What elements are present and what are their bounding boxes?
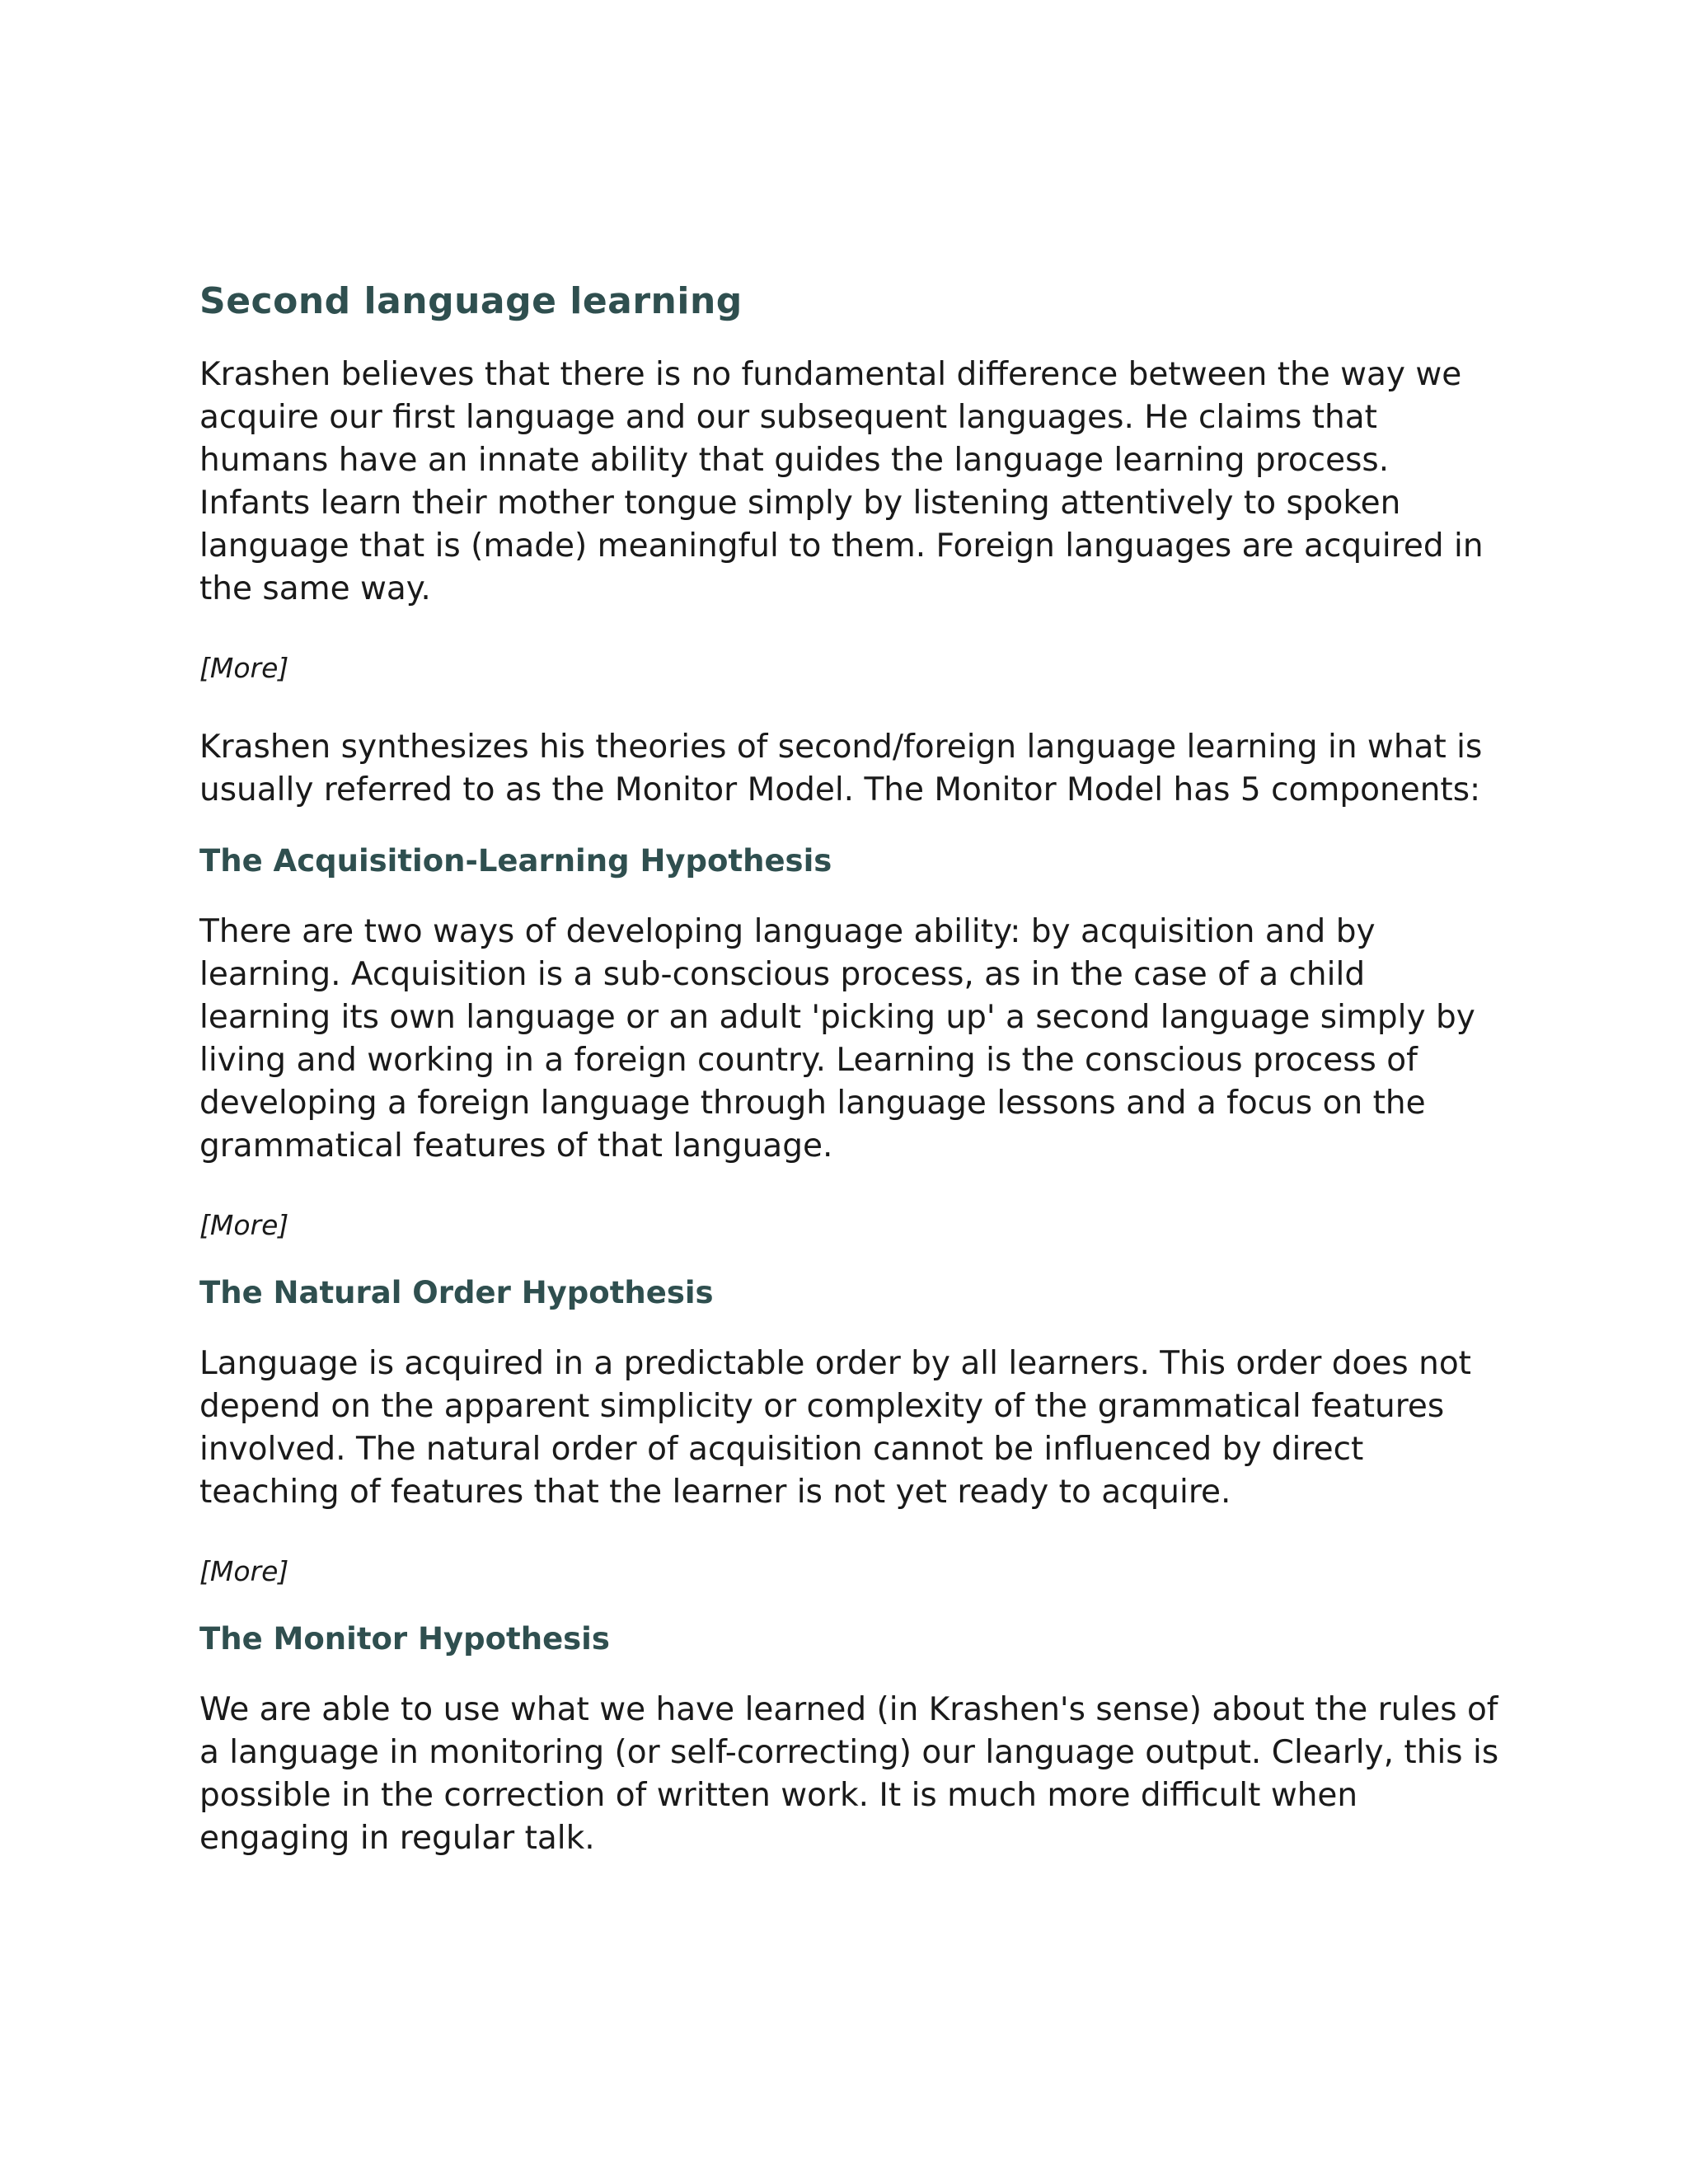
- section-heading-natural-order: The Natural Order Hypothesis: [199, 1274, 714, 1310]
- document-content: [199, 280, 1502, 1860]
- more-link-natural-order[interactable]: [199, 1554, 1502, 1590]
- section-heading-monitor: The Monitor Hypothesis: [199, 1620, 610, 1657]
- more-link-text[interactable]: [More]: [199, 1554, 289, 1587]
- more-link-intro[interactable]: [199, 650, 1502, 687]
- intro-paragraph: Krashen believes that there is no fundamental difference between the way we acquire our first language and our subsequent languages. He claims that humans have an innate ability that guides the language learning process. Infants learn their mother tongue simply by listening attentively to spoken language that is (made) meaningful to them. Foreign languages are acquired in the same way.: [199, 355, 1484, 607]
- more-link-text[interactable]: [More]: [199, 651, 289, 684]
- section-body-acquisition-learning: There are two ways of developing language ability: by acquisition and by learning. Acquisition is a sub-conscious process, as in the case of a child learning its own language or an adult 'picking up' a second language simply by living and working in a foreign country. Learning is the conscious process of developing a foreign language through language lessons and a focus on the grammatical features of that language.: [199, 912, 1475, 1165]
- section-heading-acquisition-learning: The Acquisition-Learning Hypothesis: [199, 842, 832, 879]
- page-title: Second language learning: [199, 280, 743, 322]
- monitor-model-paragraph: Krashen synthesizes his theories of second/foreign language learning in what is usually referred to as the Monitor Model. The Monitor Model has 5 components:: [199, 728, 1483, 808]
- more-link-text[interactable]: [More]: [199, 1208, 289, 1241]
- section-body-monitor: We are able to use what we have learned (in Krashen's sense) about the rules of a language in monitoring (or self-correcting) our language output. Clearly, this is possible in the correction of written work. It is much more difficult when engaging in regular talk.: [199, 1690, 1499, 1857]
- more-link-acquisition-learning[interactable]: [199, 1207, 1502, 1244]
- section-body-natural-order: Language is acquired in a predictable order by all learners. This order does not depend on the apparent simplicity or complexity of the grammatical features involved. The natural order of acquisition cannot be influenced by direct teaching of features that the learner is not yet ready to acquire.: [199, 1344, 1471, 1511]
